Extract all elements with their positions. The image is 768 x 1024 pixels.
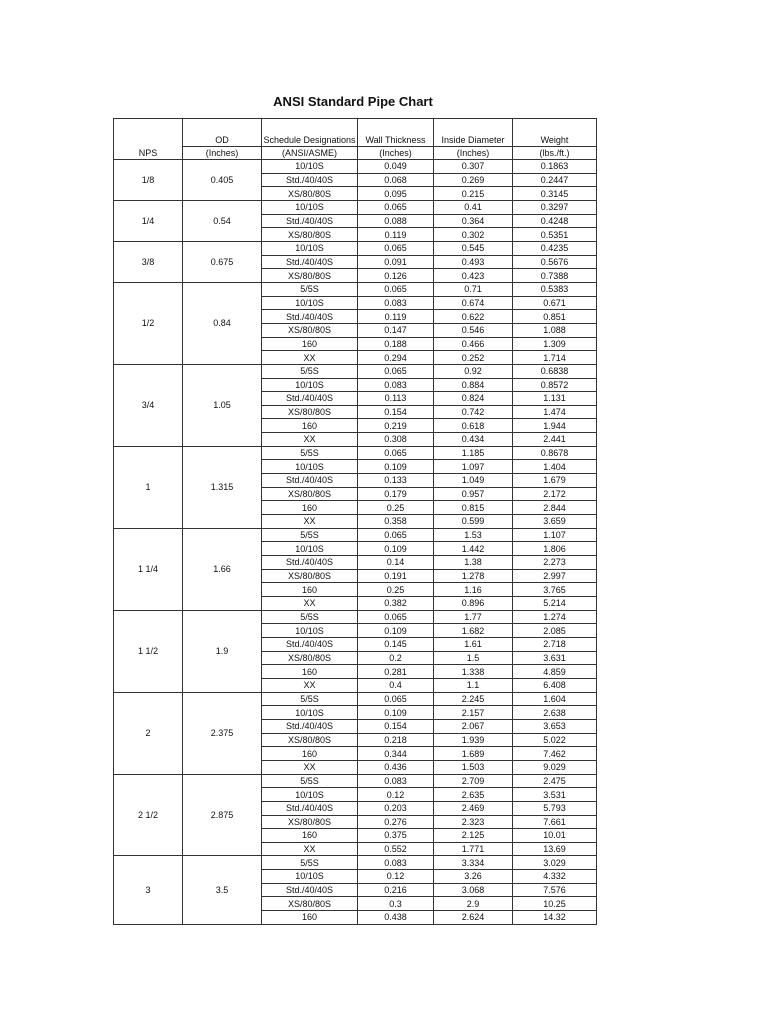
inside-diameter-cell: 1.1 — [434, 678, 513, 692]
wall-thickness-cell: 0.219 — [358, 419, 434, 433]
inside-diameter-cell: 2.9 — [434, 897, 513, 911]
weight-cell: 3.659 — [513, 515, 597, 529]
wall-thickness-cell: 0.438 — [358, 911, 434, 925]
wall-thickness-cell: 0.145 — [358, 637, 434, 651]
wall-thickness-cell: 0.109 — [358, 624, 434, 638]
inside-diameter-cell: 0.815 — [434, 501, 513, 515]
inside-diameter-cell: 0.466 — [434, 337, 513, 351]
table-row — [114, 282, 597, 296]
schedule-cell: XX — [262, 515, 358, 529]
inside-diameter-cell: 1.38 — [434, 556, 513, 570]
schedule-cell: XX — [262, 351, 358, 365]
header-schedule: Schedule Designations — [262, 119, 358, 147]
inside-diameter-cell: 1.53 — [434, 528, 513, 542]
inside-diameter-cell: 0.896 — [434, 597, 513, 611]
header-nps: NPS — [114, 119, 183, 160]
weight-cell: 0.4248 — [513, 214, 597, 228]
weight-cell: 0.8572 — [513, 378, 597, 392]
weight-cell: 4.859 — [513, 665, 597, 679]
schedule-cell: 5/5S — [262, 856, 358, 870]
weight-cell: 5.022 — [513, 733, 597, 747]
schedule-cell: Std./40/40S — [262, 637, 358, 651]
wall-thickness-cell: 0.065 — [358, 610, 434, 624]
wall-thickness-cell: 0.095 — [358, 187, 434, 201]
inside-diameter-cell: 0.252 — [434, 351, 513, 365]
wall-thickness-cell: 0.109 — [358, 460, 434, 474]
weight-cell: 6.408 — [513, 678, 597, 692]
header-row-1 — [114, 119, 597, 147]
inside-diameter-cell: 3.334 — [434, 856, 513, 870]
weight-cell: 10.25 — [513, 897, 597, 911]
weight-cell: 2.273 — [513, 556, 597, 570]
wall-thickness-cell: 0.133 — [358, 474, 434, 488]
wall-thickness-cell: 0.147 — [358, 323, 434, 337]
header-row-2 — [114, 147, 597, 160]
nps-cell: 1/8 — [114, 160, 183, 201]
wall-thickness-cell: 0.552 — [358, 842, 434, 856]
header-wall-units: (Inches) — [358, 147, 434, 160]
weight-cell: 14.32 — [513, 911, 597, 925]
schedule-cell: Std./40/40S — [262, 173, 358, 187]
schedule-cell: 160 — [262, 829, 358, 843]
weight-cell: 7.576 — [513, 883, 597, 897]
schedule-cell: 10/10S — [262, 200, 358, 214]
schedule-cell: XX — [262, 597, 358, 611]
inside-diameter-cell: 2.067 — [434, 719, 513, 733]
wall-thickness-cell: 0.154 — [358, 719, 434, 733]
inside-diameter-cell: 1.097 — [434, 460, 513, 474]
inside-diameter-cell: 0.307 — [434, 160, 513, 174]
inside-diameter-cell: 2.157 — [434, 706, 513, 720]
wall-thickness-cell: 0.088 — [358, 214, 434, 228]
schedule-cell: 160 — [262, 419, 358, 433]
wall-thickness-cell: 0.113 — [358, 392, 434, 406]
wall-thickness-cell: 0.126 — [358, 269, 434, 283]
inside-diameter-cell: 0.423 — [434, 269, 513, 283]
nps-cell: 3/8 — [114, 241, 183, 282]
schedule-cell: XS/80/80S — [262, 569, 358, 583]
inside-diameter-cell: 0.957 — [434, 487, 513, 501]
inside-diameter-cell: 2.125 — [434, 829, 513, 843]
inside-diameter-cell: 0.92 — [434, 364, 513, 378]
wall-thickness-cell: 0.109 — [358, 542, 434, 556]
schedule-cell: 5/5S — [262, 610, 358, 624]
schedule-cell: Std./40/40S — [262, 310, 358, 324]
weight-cell: 1.806 — [513, 542, 597, 556]
schedule-cell: 10/10S — [262, 870, 358, 884]
inside-diameter-cell: 2.469 — [434, 801, 513, 815]
pipe-chart-table — [113, 118, 597, 925]
weight-cell: 1.944 — [513, 419, 597, 433]
weight-cell: 1.604 — [513, 692, 597, 706]
weight-cell: 0.7388 — [513, 269, 597, 283]
wall-thickness-cell: 0.049 — [358, 160, 434, 174]
schedule-cell: 10/10S — [262, 624, 358, 638]
wall-thickness-cell: 0.344 — [358, 747, 434, 761]
wall-thickness-cell: 0.068 — [358, 173, 434, 187]
schedule-cell: 5/5S — [262, 282, 358, 296]
header-weight-units: (lbs./ft.) — [513, 147, 597, 160]
od-cell: 1.9 — [183, 610, 262, 692]
wall-thickness-cell: 0.083 — [358, 296, 434, 310]
schedule-cell: XS/80/80S — [262, 323, 358, 337]
schedule-cell: Std./40/40S — [262, 255, 358, 269]
schedule-cell: 5/5S — [262, 446, 358, 460]
od-cell: 1.66 — [183, 528, 262, 610]
weight-cell: 1.131 — [513, 392, 597, 406]
schedule-cell: XS/80/80S — [262, 897, 358, 911]
weight-cell: 3.029 — [513, 856, 597, 870]
wall-thickness-cell: 0.216 — [358, 883, 434, 897]
inside-diameter-cell: 0.884 — [434, 378, 513, 392]
od-cell: 2.375 — [183, 692, 262, 774]
schedule-cell: 5/5S — [262, 774, 358, 788]
weight-cell: 1.404 — [513, 460, 597, 474]
table-row — [114, 856, 597, 870]
weight-cell: 7.462 — [513, 747, 597, 761]
inside-diameter-cell: 2.624 — [434, 911, 513, 925]
schedule-cell: Std./40/40S — [262, 801, 358, 815]
wall-thickness-cell: 0.25 — [358, 583, 434, 597]
schedule-cell: 160 — [262, 501, 358, 515]
inside-diameter-cell: 0.364 — [434, 214, 513, 228]
schedule-cell: 10/10S — [262, 296, 358, 310]
table-row — [114, 446, 597, 460]
inside-diameter-cell: 0.493 — [434, 255, 513, 269]
table-row — [114, 364, 597, 378]
schedule-cell: 160 — [262, 911, 358, 925]
weight-cell: 1.474 — [513, 405, 597, 419]
header-schedule-units: (ANSI/ASME) — [262, 147, 358, 160]
weight-cell: 3.653 — [513, 719, 597, 733]
weight-cell: 0.2447 — [513, 173, 597, 187]
schedule-cell: 10/10S — [262, 460, 358, 474]
inside-diameter-cell: 1.442 — [434, 542, 513, 556]
inside-diameter-cell: 1.5 — [434, 651, 513, 665]
inside-diameter-cell: 1.682 — [434, 624, 513, 638]
schedule-cell: XX — [262, 433, 358, 447]
inside-diameter-cell: 2.323 — [434, 815, 513, 829]
inside-diameter-cell: 0.302 — [434, 228, 513, 242]
weight-cell: 2.718 — [513, 637, 597, 651]
inside-diameter-cell: 0.269 — [434, 173, 513, 187]
weight-cell: 0.6838 — [513, 364, 597, 378]
wall-thickness-cell: 0.179 — [358, 487, 434, 501]
od-cell: 2.875 — [183, 774, 262, 856]
od-cell: 0.84 — [183, 282, 262, 364]
inside-diameter-cell: 0.674 — [434, 296, 513, 310]
schedule-cell: 10/10S — [262, 542, 358, 556]
wall-thickness-cell: 0.25 — [358, 501, 434, 515]
schedule-cell: 5/5S — [262, 692, 358, 706]
inside-diameter-cell: 3.26 — [434, 870, 513, 884]
wall-thickness-cell: 0.065 — [358, 282, 434, 296]
schedule-cell: XX — [262, 842, 358, 856]
wall-thickness-cell: 0.065 — [358, 692, 434, 706]
weight-cell: 1.679 — [513, 474, 597, 488]
inside-diameter-cell: 3.068 — [434, 883, 513, 897]
wall-thickness-cell: 0.065 — [358, 364, 434, 378]
inside-diameter-cell: 1.503 — [434, 760, 513, 774]
weight-cell: 3.765 — [513, 583, 597, 597]
inside-diameter-cell: 1.278 — [434, 569, 513, 583]
header-inside-diameter: Inside Diameter — [434, 119, 513, 147]
weight-cell: 2.997 — [513, 569, 597, 583]
table-row — [114, 160, 597, 174]
inside-diameter-cell: 0.599 — [434, 515, 513, 529]
inside-diameter-cell: 0.434 — [434, 433, 513, 447]
weight-cell: 2.085 — [513, 624, 597, 638]
header-od-units: (Inches) — [183, 147, 262, 160]
weight-cell: 3.631 — [513, 651, 597, 665]
nps-cell: 3 — [114, 856, 183, 924]
wall-thickness-cell: 0.14 — [358, 556, 434, 570]
schedule-cell: 160 — [262, 665, 358, 679]
table-row — [114, 692, 597, 706]
header-weight: Weight — [513, 119, 597, 147]
schedule-cell: XS/80/80S — [262, 487, 358, 501]
inside-diameter-cell: 1.939 — [434, 733, 513, 747]
page-title: ANSI Standard Pipe Chart — [273, 94, 433, 109]
schedule-cell: XX — [262, 760, 358, 774]
inside-diameter-cell: 1.049 — [434, 474, 513, 488]
schedule-cell: XS/80/80S — [262, 733, 358, 747]
wall-thickness-cell: 0.065 — [358, 528, 434, 542]
schedule-cell: Std./40/40S — [262, 392, 358, 406]
header-od: OD — [183, 119, 262, 147]
inside-diameter-cell: 0.622 — [434, 310, 513, 324]
inside-diameter-cell: 1.689 — [434, 747, 513, 761]
nps-cell: 1 1/4 — [114, 528, 183, 610]
inside-diameter-cell: 0.742 — [434, 405, 513, 419]
inside-diameter-cell: 1.16 — [434, 583, 513, 597]
wall-thickness-cell: 0.154 — [358, 405, 434, 419]
wall-thickness-cell: 0.382 — [358, 597, 434, 611]
inside-diameter-cell: 0.545 — [434, 241, 513, 255]
inside-diameter-cell: 0.824 — [434, 392, 513, 406]
nps-cell: 3/4 — [114, 364, 183, 446]
wall-thickness-cell: 0.188 — [358, 337, 434, 351]
inside-diameter-cell: 1.185 — [434, 446, 513, 460]
weight-cell: 0.3297 — [513, 200, 597, 214]
table-row — [114, 610, 597, 624]
weight-cell: 1.107 — [513, 528, 597, 542]
schedule-cell: 160 — [262, 337, 358, 351]
weight-cell: 4.332 — [513, 870, 597, 884]
pipe-table-body — [114, 160, 597, 925]
table-row — [114, 528, 597, 542]
schedule-cell: 160 — [262, 583, 358, 597]
inside-diameter-cell: 0.618 — [434, 419, 513, 433]
inside-diameter-cell: 2.635 — [434, 788, 513, 802]
weight-cell: 0.671 — [513, 296, 597, 310]
weight-cell: 0.5383 — [513, 282, 597, 296]
inside-diameter-cell: 2.709 — [434, 774, 513, 788]
wall-thickness-cell: 0.065 — [358, 241, 434, 255]
weight-cell: 7.661 — [513, 815, 597, 829]
schedule-cell: Std./40/40S — [262, 556, 358, 570]
weight-cell: 3.531 — [513, 788, 597, 802]
weight-cell: 2.638 — [513, 706, 597, 720]
schedule-cell: 10/10S — [262, 160, 358, 174]
weight-cell: 5.793 — [513, 801, 597, 815]
inside-diameter-cell: 0.546 — [434, 323, 513, 337]
wall-thickness-cell: 0.294 — [358, 351, 434, 365]
nps-cell: 2 — [114, 692, 183, 774]
od-cell: 0.675 — [183, 241, 262, 282]
wall-thickness-cell: 0.109 — [358, 706, 434, 720]
schedule-cell: XS/80/80S — [262, 187, 358, 201]
schedule-cell: XS/80/80S — [262, 228, 358, 242]
weight-cell: 5.214 — [513, 597, 597, 611]
schedule-cell: 10/10S — [262, 378, 358, 392]
weight-cell: 2.844 — [513, 501, 597, 515]
weight-cell: 0.851 — [513, 310, 597, 324]
inside-diameter-cell: 1.338 — [434, 665, 513, 679]
wall-thickness-cell: 0.083 — [358, 856, 434, 870]
od-cell: 1.315 — [183, 446, 262, 528]
weight-cell: 0.1863 — [513, 160, 597, 174]
wall-thickness-cell: 0.083 — [358, 378, 434, 392]
weight-cell: 10.01 — [513, 829, 597, 843]
weight-cell: 1.714 — [513, 351, 597, 365]
weight-cell: 0.8678 — [513, 446, 597, 460]
wall-thickness-cell: 0.065 — [358, 446, 434, 460]
weight-cell: 0.5351 — [513, 228, 597, 242]
nps-cell: 2 1/2 — [114, 774, 183, 856]
wall-thickness-cell: 0.065 — [358, 200, 434, 214]
inside-diameter-cell: 2.245 — [434, 692, 513, 706]
wall-thickness-cell: 0.119 — [358, 310, 434, 324]
inside-diameter-cell: 0.41 — [434, 200, 513, 214]
nps-cell: 1 — [114, 446, 183, 528]
nps-cell: 1/4 — [114, 200, 183, 241]
nps-cell: 1/2 — [114, 282, 183, 364]
wall-thickness-cell: 0.276 — [358, 815, 434, 829]
weight-cell: 0.4235 — [513, 241, 597, 255]
wall-thickness-cell: 0.083 — [358, 774, 434, 788]
schedule-cell: 160 — [262, 747, 358, 761]
wall-thickness-cell: 0.358 — [358, 515, 434, 529]
header-wall-thickness: Wall Thickness — [358, 119, 434, 147]
schedule-cell: 5/5S — [262, 528, 358, 542]
weight-cell: 13.69 — [513, 842, 597, 856]
schedule-cell: Std./40/40S — [262, 474, 358, 488]
wall-thickness-cell: 0.3 — [358, 897, 434, 911]
schedule-cell: 10/10S — [262, 706, 358, 720]
schedule-cell: 10/10S — [262, 788, 358, 802]
header-id-units: (Inches) — [434, 147, 513, 160]
od-cell: 0.54 — [183, 200, 262, 241]
wall-thickness-cell: 0.375 — [358, 829, 434, 843]
weight-cell: 2.475 — [513, 774, 597, 788]
schedule-cell: XS/80/80S — [262, 269, 358, 283]
schedule-cell: 5/5S — [262, 364, 358, 378]
weight-cell: 0.5676 — [513, 255, 597, 269]
wall-thickness-cell: 0.091 — [358, 255, 434, 269]
wall-thickness-cell: 0.218 — [358, 733, 434, 747]
schedule-cell: Std./40/40S — [262, 883, 358, 897]
od-cell: 3.5 — [183, 856, 262, 924]
wall-thickness-cell: 0.4 — [358, 678, 434, 692]
wall-thickness-cell: 0.119 — [358, 228, 434, 242]
nps-cell: 1 1/2 — [114, 610, 183, 692]
weight-cell: 9.029 — [513, 760, 597, 774]
table-row — [114, 241, 597, 255]
wall-thickness-cell: 0.2 — [358, 651, 434, 665]
schedule-cell: XS/80/80S — [262, 405, 358, 419]
weight-cell: 1.309 — [513, 337, 597, 351]
weight-cell: 1.088 — [513, 323, 597, 337]
wall-thickness-cell: 0.12 — [358, 870, 434, 884]
inside-diameter-cell: 1.771 — [434, 842, 513, 856]
weight-cell: 0.3145 — [513, 187, 597, 201]
schedule-cell: XS/80/80S — [262, 651, 358, 665]
wall-thickness-cell: 0.436 — [358, 760, 434, 774]
weight-cell: 2.172 — [513, 487, 597, 501]
table-row — [114, 774, 597, 788]
od-cell: 0.405 — [183, 160, 262, 201]
inside-diameter-cell: 0.71 — [434, 282, 513, 296]
inside-diameter-cell: 1.61 — [434, 637, 513, 651]
weight-cell: 2.441 — [513, 433, 597, 447]
wall-thickness-cell: 0.203 — [358, 801, 434, 815]
wall-thickness-cell: 0.12 — [358, 788, 434, 802]
inside-diameter-cell: 1.77 — [434, 610, 513, 624]
weight-cell: 1.274 — [513, 610, 597, 624]
wall-thickness-cell: 0.308 — [358, 433, 434, 447]
table-row — [114, 200, 597, 214]
schedule-cell: Std./40/40S — [262, 719, 358, 733]
od-cell: 1.05 — [183, 364, 262, 446]
schedule-cell: Std./40/40S — [262, 214, 358, 228]
wall-thickness-cell: 0.281 — [358, 665, 434, 679]
inside-diameter-cell: 0.215 — [434, 187, 513, 201]
wall-thickness-cell: 0.191 — [358, 569, 434, 583]
schedule-cell: XX — [262, 678, 358, 692]
schedule-cell: 10/10S — [262, 241, 358, 255]
schedule-cell: XS/80/80S — [262, 815, 358, 829]
